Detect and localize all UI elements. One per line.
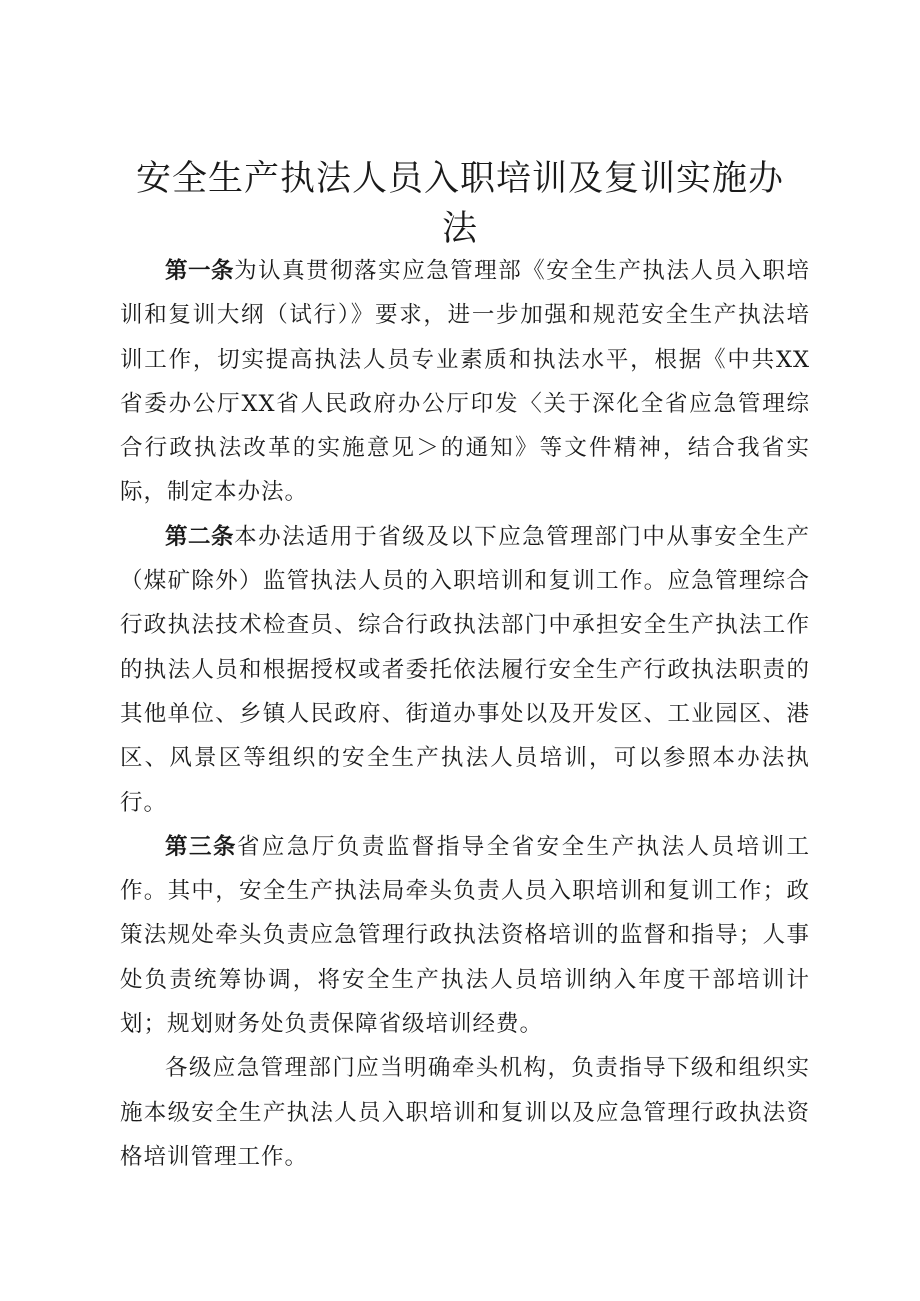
article-number: 第三条 <box>165 833 237 860</box>
article-paragraph <box>120 825 810 1046</box>
article-paragraph <box>120 515 810 825</box>
document-body <box>120 249 810 1179</box>
article-text: 省应急厅负责监督指导全省安全生产执法人员培训工作。其中，安全生产执法局牵头负责人员入职培训和复训工作；政策法规处牵头负责应急管理行政执法资格培训的监督和指导；人事处负责统筹协调，将安全生产执法人员培训纳入年度干部培训计划；规划财务处负责保障省级培训经费。 <box>120 833 810 1038</box>
article-text: 为认真贯彻落实应急管理部《安全生产执法人员入职培训和复训大纲（试行）》要求，进一步加强和规范安全生产执法培训工作，切实提高执法人员专业素质和执法水平，根据《中共XX省委办公厅XX省人民政府办公厅印发〈关于深化全省应急管理综合行政执法改革的实施意见＞的通知》等文件精神，结合我省实际，制定本办法。 <box>120 258 810 506</box>
paragraph-text: 各级应急管理部门应当明确牵头机构，负责指导下级和组织实施本级安全生产执法人员入职培训和复训以及应急管理行政执法资格培训管理工作。 <box>120 1055 810 1170</box>
document-title: 安全生产执法人员入职培训及复训实施办法 <box>135 159 784 249</box>
article-number: 第一条 <box>165 258 235 284</box>
article-number: 第二条 <box>165 523 235 550</box>
body-paragraph <box>120 1046 810 1179</box>
article-text: 本办法适用于省级及以下应急管理部门中从事安全生产（煤矿除外）监管执法人员的入职培训和复训工作。应急管理综合行政执法技术检查员、综合行政执法部门中承担安全生产执法工作的执法人员和根据授权或者委托依法履行安全生产行政执法职责的其他单位、乡镇人民政府、街道办事处以及开发区、工业园区、港区、风景区等组织的安全生产执法人员培训，可以参照本办法执行。 <box>120 523 810 816</box>
article-paragraph <box>120 249 810 515</box>
